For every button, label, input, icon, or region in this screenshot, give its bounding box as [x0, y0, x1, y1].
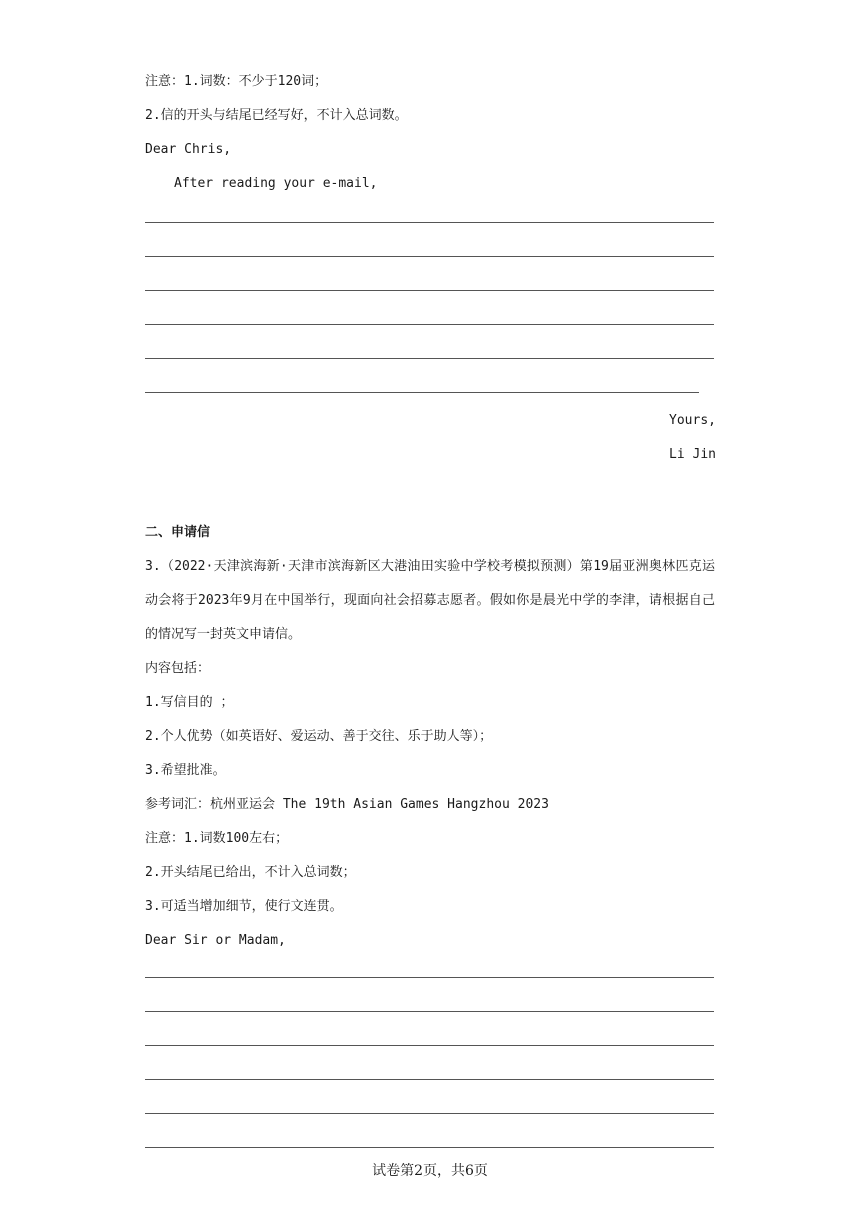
answer-line: [145, 977, 714, 978]
content-point-2: 2.个人优势（如英语好、爱运动、善于交往、乐于助人等）；: [145, 729, 493, 744]
letter-greeting: Dear Chris,: [145, 142, 232, 157]
note-1: 注意：1.词数100左右；: [145, 831, 289, 846]
answer-line: [145, 1113, 714, 1114]
content-point-1: 1.写信目的 ；: [145, 695, 234, 710]
answer-line: [145, 324, 714, 325]
letter-opening: After reading your e-mail,: [174, 176, 378, 191]
answer-line: [145, 1147, 714, 1148]
reference-vocab: 参考词汇：杭州亚运会 The 19th Asian Games Hangzhou 2023: [145, 797, 549, 812]
answer-line: [145, 392, 699, 393]
answer-line: [145, 358, 714, 359]
letter-closing: Yours,: [669, 413, 716, 428]
answer-line: [145, 290, 714, 291]
answer-line: [145, 1045, 714, 1046]
answer-line: [145, 256, 714, 257]
content-label: 内容包括：: [145, 661, 211, 676]
content-point-3: 3.希望批准。: [145, 763, 226, 778]
page-footer: 试卷第2页，共6页: [372, 1163, 488, 1179]
letter-greeting-2: Dear Sir or Madam,: [145, 933, 286, 948]
section-heading: 二、申请信: [145, 525, 211, 540]
letter-signature: Li Jin: [669, 447, 716, 462]
answer-line: [145, 1079, 714, 1080]
answer-line: [145, 222, 714, 223]
note-word-count: 注意：1.词数：不少于120词；: [145, 74, 328, 89]
question-prompt: 3.（2022·天津滨海新·天津市滨海新区大港油田实验中学校考模拟预测）第19届亚洲奥林匹克运动会将于2023年9月在中国举行，现面向社会招募志愿者。假如你是晨光中学的李津，请根据自己的情况写一封英文申请信。: [145, 559, 715, 642]
note-opening-closing: 2.信的开头与结尾已经写好，不计入总词数。: [145, 108, 408, 123]
note-2: 2.开头结尾已给出，不计入总词数；: [145, 865, 356, 880]
note-3: 3.可适当增加细节，使行文连贯。: [145, 899, 343, 914]
answer-line: [145, 1011, 714, 1012]
